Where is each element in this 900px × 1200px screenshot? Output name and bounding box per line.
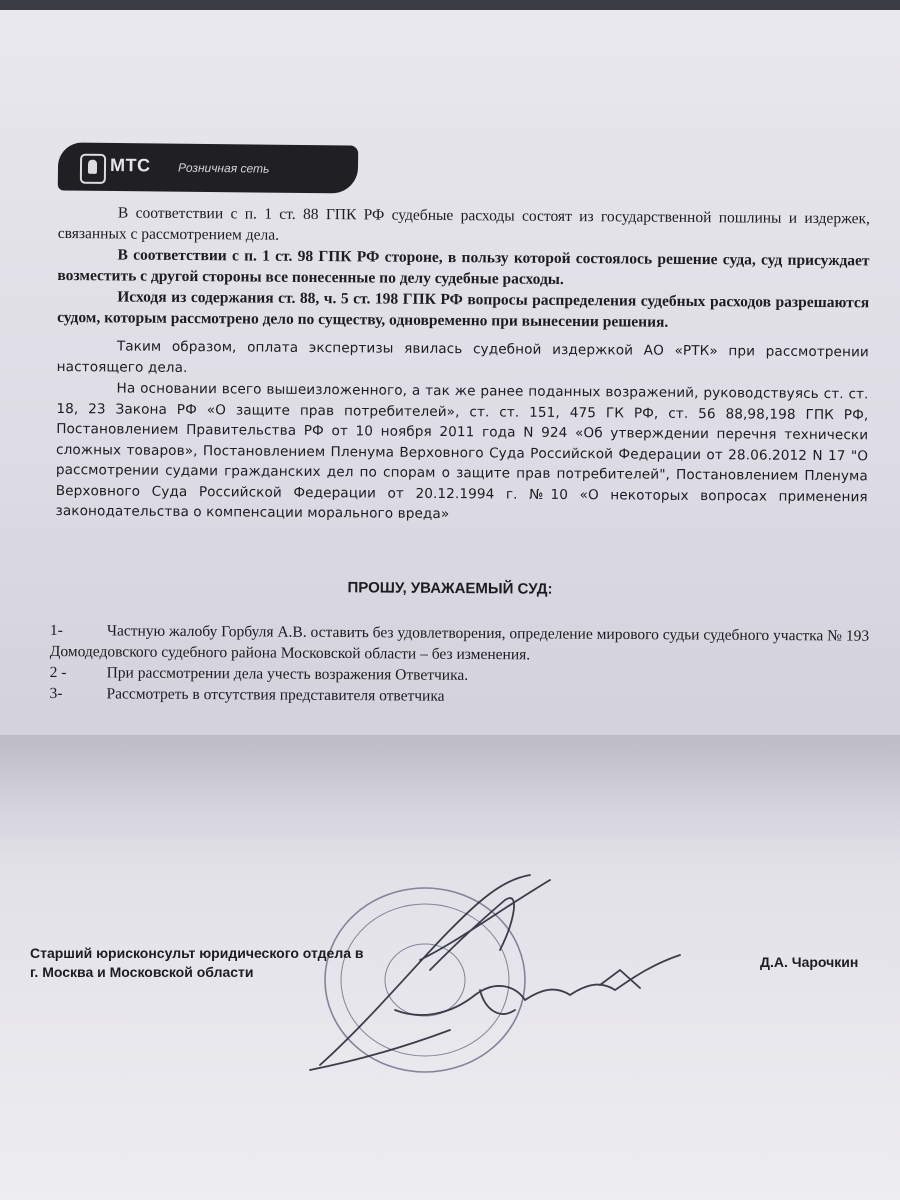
paper-fold-shadow [0,735,900,865]
request-item-number: 3- [49,684,63,703]
paragraph-expertise: Таким образом, оплата экспертизы явилась судебной издержкой АО «РТК» при рассмотрении настоящего дела. [56,338,869,376]
request-item-number: 1- [49,621,63,640]
request-item-number: 2 - [49,663,67,682]
mts-egg-icon [80,154,106,184]
paragraph-grounds: На основании всего вышеизложенного, а так же ранее поданных возражений, руководствуясь ст. ст. 18, 23 Закона РФ «О защите прав потребителей», ст. ст. 151, 475 ГК РФ, ст. 56 88,98,198 ГПК РФ, Постановлением Правительства РФ от 10 ноября 2011 года N 924 «Об утверждении перечня технически сложных товаров», Постановлением Пленума Верховного Суда Российской Федерации от 28.06.2012 N 17 "О рассмотрении судами гражданских дел по спорам о защите прав потребителей", Постановлением Пленума Верховного Суда Российской Федерации от 20.12.1994 г. №10 «О некоторых вопросах применения законодательства о компенсации морального вреда» [55,380,869,523]
stamp-and-signature [300,870,720,1100]
logo-brand: МТС [109,154,151,176]
paragraph-reimbursement: В соответствии с п. 1 ст. 98 ГПК РФ стороне, в пользу которой состоялось решение суда, суд присуждает возместить с другой стороны все понесенные по делу судебные расходы. [57,246,870,288]
request-item [50,620,870,668]
request-list [49,620,870,710]
signer-position-line1: Старший юрисконсульт юридического отдела в [30,945,364,961]
paragraph-distribution: Исходя из содержания ст. 88, ч. 5 ст. 198 ГПК РФ вопросы распределения судебных расходов разрешаются судом, которым рассмотрено дело по существу, одновременно при вынесении решения. [57,288,870,331]
request-item-text: Рассмотреть в отсутствия представителя ответчика [106,685,445,705]
mts-logo [58,142,358,193]
signer-position-line2: г. Москва и Московской области [30,964,254,980]
logo-subtitle: Розничная сеть [177,160,270,176]
request-heading: ПРОШУ, УВАЖАЕМЫЙ СУД: [347,579,553,598]
request-item-text: При рассмотрении дела учесть возражения Ответчика. [106,664,469,684]
signer-position [30,944,450,982]
request-item-text: Частную жалобу Горбуля А.В. оставить без удовлетворения, определение мирового судьи судебного участка № 193 Домодедовского судебного района Московской области – без изменения. [49,622,870,664]
paragraph-court-costs: В соответствии с п. 1 ст. 88 ГПК РФ судебные расходы состоят из государственной пошлины и издержек, связанных с рассмотрением дела. [57,204,870,244]
document-body [55,203,869,529]
signer-name: Д.А. Чарочкин [760,954,859,970]
